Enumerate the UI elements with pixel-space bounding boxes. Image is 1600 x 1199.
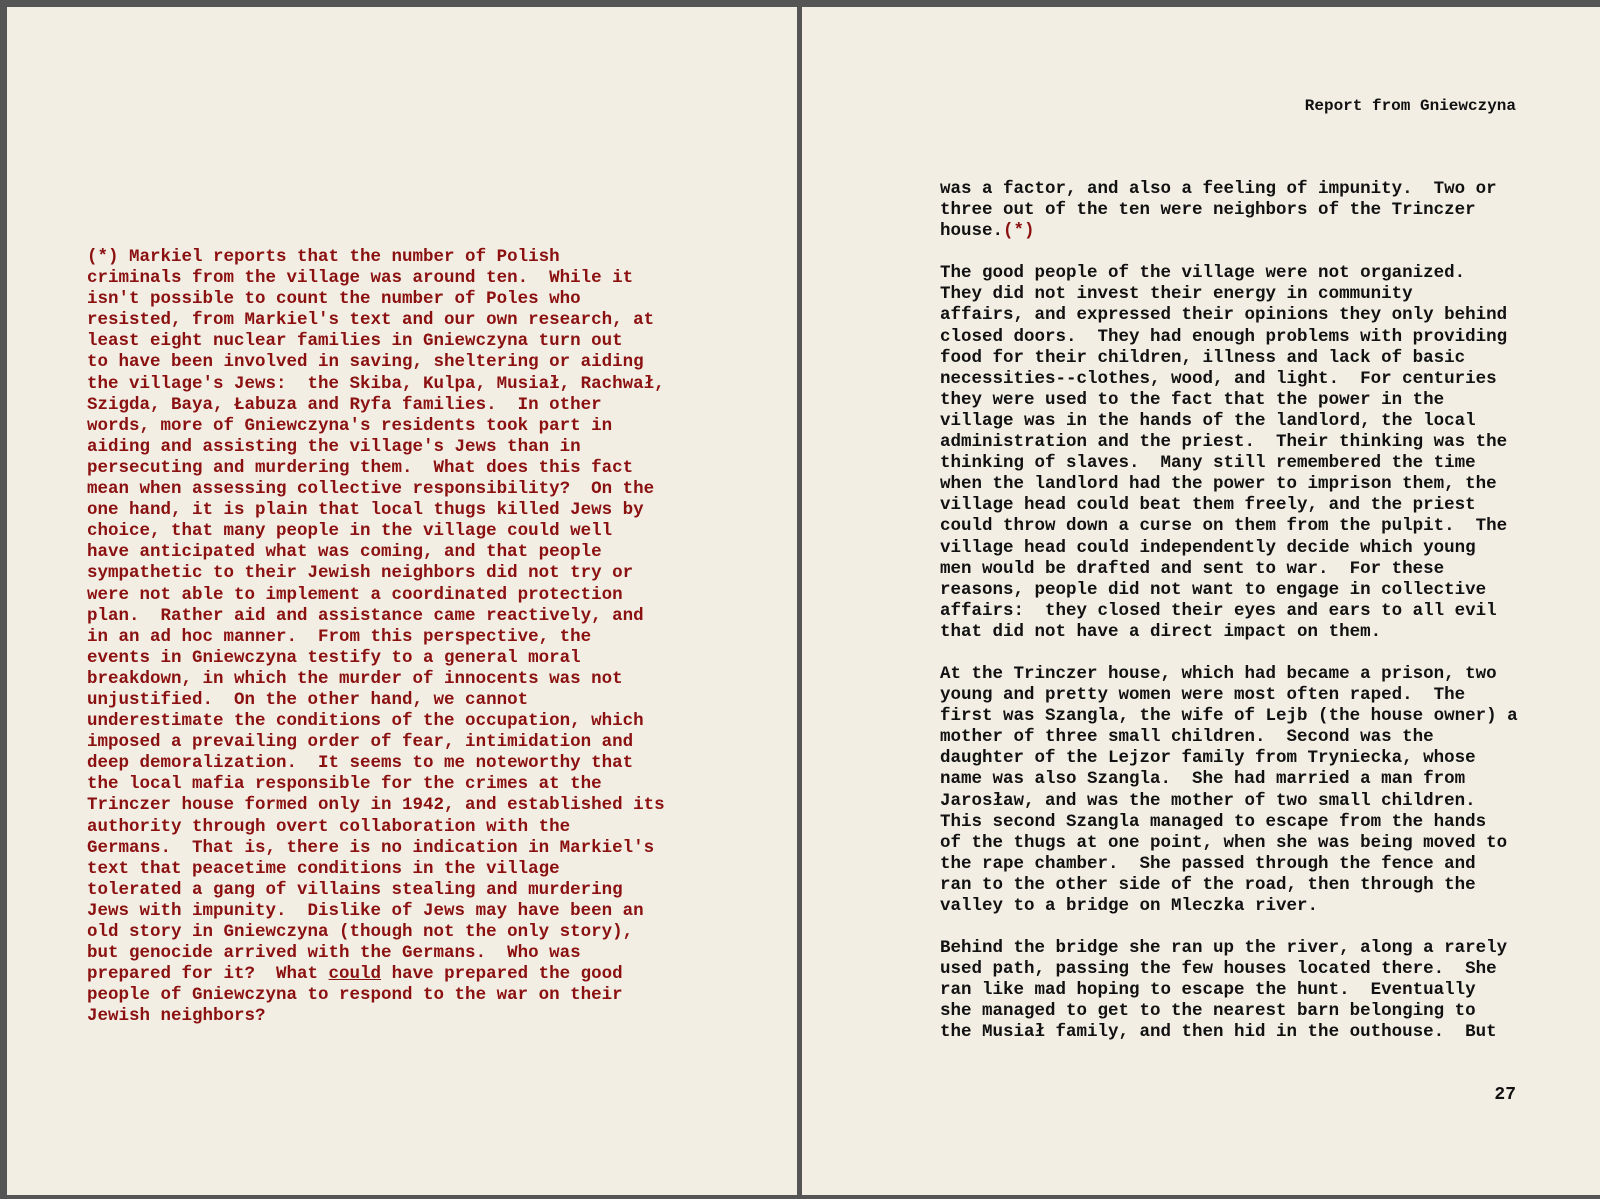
text-line: first was Szangla, the wife of Lejb (the house owner) a xyxy=(940,706,1518,727)
text-line: breakdown, in which the murder of innocents was not xyxy=(87,668,623,689)
text-line: deep demoralization. It seems to me noteworthy that xyxy=(87,753,634,774)
body-text xyxy=(940,179,1518,1044)
text-line: authority through overt collaboration with the xyxy=(87,816,571,837)
text-line: affairs: they closed their eyes and ears to all evil xyxy=(940,600,1497,621)
text-line: they were used to the fact that the power in the xyxy=(940,389,1445,410)
text-line: necessities--clothes, wood, and light. For centuries xyxy=(940,368,1497,389)
text-line: were not able to implement a coordinated protection xyxy=(87,584,623,605)
text-line: the rape chamber. She passed through the fence and xyxy=(940,853,1476,874)
text-line: used path, passing the few houses located there. She xyxy=(940,959,1497,980)
text-line: old story in Gniewczyna (though not the only story), xyxy=(87,922,634,942)
paragraph-1 xyxy=(940,179,1518,242)
text-line: in an ad hoc manner. From this perspective, the xyxy=(87,626,592,647)
text-line: one hand, it is plain that local thugs killed Jews by xyxy=(87,500,644,521)
text-line: village head could independently decide which young xyxy=(940,537,1476,558)
text-line: persecuting and murdering them. What does this fact xyxy=(87,457,634,478)
text-line: words, more of Gniewczyna's residents took part in xyxy=(87,415,613,436)
text-line: unjustified. On the other hand, we cannot xyxy=(87,689,529,710)
text-line: mean when assessing collective responsibility? On the xyxy=(87,479,655,500)
paragraph-3 xyxy=(940,664,1518,917)
text-line: the village's Jews: the Skiba, Kulpa, Musiał, Rachwał, xyxy=(87,373,665,394)
text-line: text that peacetime conditions in the village xyxy=(87,858,560,879)
text-line: Jewish neighbors? xyxy=(87,1006,266,1027)
text-line: tolerated a gang of villains stealing and murdering xyxy=(87,879,623,900)
text-line: to have been involved in saving, sheltering or aiding xyxy=(87,352,644,373)
text-line: events in Gniewczyna testify to a general moral xyxy=(87,647,581,668)
text-line: underestimate the conditions of the occupation, which xyxy=(87,711,644,732)
text-line: village head could beat them freely, and the priest xyxy=(940,495,1476,516)
text-line: the Musiał family, and then hid in the outhouse. But xyxy=(940,1022,1497,1043)
text-line: administration and the priest. Their thinking was the xyxy=(940,432,1508,453)
text-line: food for their children, illness and lack of basic xyxy=(940,347,1466,368)
footnote-text xyxy=(87,247,665,1027)
text-line: daughter of the Lejzor family from Tryniecka, whose xyxy=(940,748,1476,769)
text-line: They did not invest their energy in community xyxy=(940,284,1413,305)
text-line: ran to the other side of the road, then through the xyxy=(940,874,1476,895)
text-line: choice, that many people in the village could well xyxy=(87,521,613,542)
text-line: least eight nuclear families in Gniewczyna turn out xyxy=(87,331,623,352)
text-line: ran like mad hoping to escape the hunt. Eventually xyxy=(940,980,1476,1001)
text-line: name was also Szangla. She had married a man from xyxy=(940,769,1466,790)
text-line: closed doors. They had enough problems with providing xyxy=(940,326,1508,347)
text-line: isn't possible to count the number of Poles who xyxy=(87,289,581,310)
text-line: reasons, people did not want to engage in collective xyxy=(940,579,1487,600)
text-line xyxy=(940,221,1518,242)
text-line: Jarosław, and was the mother of two small children. xyxy=(940,790,1476,811)
text-line: young and pretty women were most often raped. The xyxy=(940,685,1466,706)
paragraph-2 xyxy=(940,263,1518,643)
text-line: imposed a prevailing order of fear, intimidation and xyxy=(87,732,634,753)
text-line: when the landlord had the power to imprison them, the xyxy=(940,474,1497,495)
text-line: village was in the hands of the landlord, the local xyxy=(940,410,1476,431)
text-line: that did not have a direct impact on them. xyxy=(940,621,1382,642)
text-line: three out of the ten were neighbors of the Trinczer xyxy=(940,200,1476,221)
text-line: Behind the bridge she ran up the river, along a rarely xyxy=(940,938,1508,959)
text-segment: have prepared the good xyxy=(381,964,623,985)
text-line: sympathetic to their Jewish neighbors did not try or xyxy=(87,563,634,584)
text-line: but genocide arrived with the Germans. Who was xyxy=(87,943,581,964)
text-line: of the thugs at one point, when she was being moved to xyxy=(940,832,1508,853)
text-line: was a factor, and also a feeling of impunity. Two or xyxy=(940,179,1497,199)
underlined-word: could xyxy=(328,964,382,985)
text-line: criminals from the village was around ten. While it xyxy=(87,268,634,289)
text-line: mother of three small children. Second was the xyxy=(940,727,1434,748)
text-line: affairs, and expressed their opinions they only behind xyxy=(940,305,1508,326)
footnote-mark: (*) xyxy=(1003,221,1035,242)
text-line: men would be drafted and sent to war. For these xyxy=(940,558,1445,579)
text-line: resisted, from Markiel's text and our own research, at xyxy=(87,310,655,331)
text-line: she managed to get to the nearest barn belonging to xyxy=(940,1001,1476,1022)
text-line: The good people of the village were not organized. xyxy=(940,263,1466,284)
text-line: valley to a bridge on Mleczka river. xyxy=(940,896,1319,916)
text-line: could throw down a curse on them from the pulpit. The xyxy=(940,516,1508,537)
text-segment: house. xyxy=(940,221,1004,242)
text-line: Jews with impunity. Dislike of Jews may have been an xyxy=(87,900,644,921)
text-line: Germans. That is, there is no indication in Markiel's xyxy=(87,837,655,858)
text-line: plan. Rather aid and assistance came reactively, and xyxy=(87,605,644,626)
left-page xyxy=(7,7,797,1195)
text-segment: prepared for it? What xyxy=(87,964,329,985)
text-line: the local mafia responsible for the crimes at the xyxy=(87,774,602,795)
text-line xyxy=(87,964,665,985)
text-line: aiding and assisting the village's Jews than in xyxy=(87,436,581,457)
page-number: 27 xyxy=(1494,1085,1516,1105)
text-line: At the Trinczer house, which had became a prison, two xyxy=(940,663,1497,684)
text-line: thinking of slaves. Many still remembered the time xyxy=(940,453,1476,474)
text-line: (*) Markiel reports that the number of Polish xyxy=(87,247,560,267)
right-page xyxy=(802,7,1600,1195)
text-line: have anticipated what was coming, and that people xyxy=(87,542,602,563)
text-line: This second Szangla managed to escape from the hands xyxy=(940,811,1487,832)
text-line: Szigda, Baya, Łabuza and Ryfa families. In other xyxy=(87,394,602,415)
text-line: people of Gniewczyna to respond to the war on their xyxy=(87,985,623,1006)
running-header: Report from Gniewczyna xyxy=(1304,97,1516,115)
paragraph-4 xyxy=(940,938,1518,1043)
text-line: Trinczer house formed only in 1942, and established its xyxy=(87,795,665,816)
